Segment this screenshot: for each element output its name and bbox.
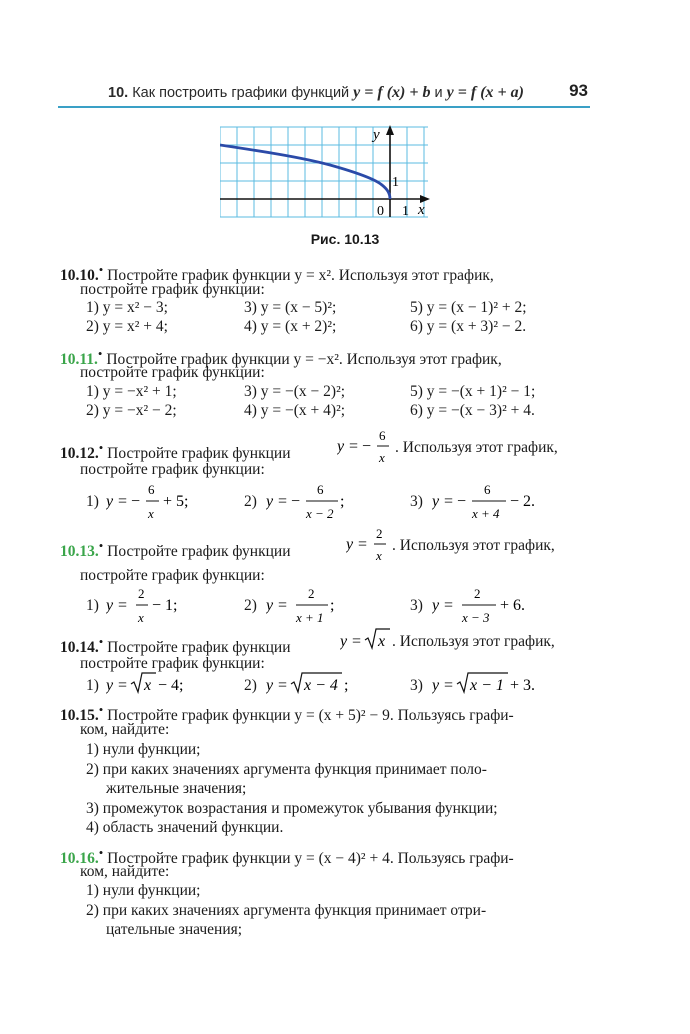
problem-10-13-line2: постройте график функции: <box>80 567 265 584</box>
star-mark: • <box>98 440 104 455</box>
svg-text:− 1;: − 1; <box>152 597 178 614</box>
svg-text:x − 3: x − 3 <box>462 610 490 625</box>
svg-text:x: x <box>378 633 386 650</box>
page-number: 93 <box>569 81 588 100</box>
grid <box>220 127 428 217</box>
svg-text:x − 2: x − 2 <box>306 506 334 521</box>
svg-text:= −: = − <box>349 438 372 455</box>
list-item: 4) y = (x + 2)²; <box>244 318 337 335</box>
svg-text:= −: = − <box>278 493 301 510</box>
running-title <box>108 84 524 102</box>
x-tick-label: 1 <box>402 204 409 219</box>
y-tick-label: 1 <box>392 175 399 190</box>
problem-number: 10.13. <box>60 543 99 561</box>
svg-text:;: ; <box>340 493 345 510</box>
list-item: 5) y = (x − 1)² + 2; <box>410 299 527 316</box>
problem-number: 10.14. <box>60 639 99 657</box>
problem-number: 10.16. <box>60 850 99 868</box>
svg-text:y: y <box>432 677 440 694</box>
svg-text:=: = <box>358 536 368 553</box>
figure-caption: Рис. 10.13 <box>310 231 380 247</box>
list-item: 5) y = −(x + 1)² − 1; <box>410 383 536 400</box>
svg-text:6: 6 <box>317 482 324 497</box>
problem-10-10-line2: постройте график функции: <box>80 281 265 298</box>
star-mark: • <box>97 346 103 361</box>
svg-text:=: = <box>278 677 288 694</box>
list-item: 1) y = −x² + 1; <box>86 383 177 400</box>
problem-10-16-line2: ком, найдите: <box>80 863 170 880</box>
svg-text:x: x <box>144 677 152 694</box>
svg-text:x + 4: x + 4 <box>472 506 500 521</box>
figure-10-13 <box>220 123 432 223</box>
formula-item-2 <box>266 582 346 628</box>
list-item: 2) при каких значениях аргумента функция принимает поло- <box>86 761 487 778</box>
svg-text:y: y <box>346 536 354 553</box>
problem-text-cont: . Используя этот график, <box>392 633 555 650</box>
svg-text:+ 6.: + 6. <box>500 597 526 614</box>
section-number: 10. <box>108 85 129 101</box>
list-item-cont: цательные значения; <box>106 921 243 938</box>
list-item: 1) <box>86 677 99 694</box>
svg-text:x: x <box>138 610 144 625</box>
svg-text:2: 2 <box>474 586 481 601</box>
list-item: 2) <box>244 677 257 694</box>
problem-text: Постройте график функции y = (x + 5)² − 9. Пользуясь графи- <box>107 707 514 725</box>
formula-item-1 <box>106 478 196 524</box>
svg-text:y: y <box>106 677 114 694</box>
svg-text:y: y <box>266 677 274 694</box>
problem-number: 10.12. <box>60 445 99 463</box>
svg-text:x + 1: x + 1 <box>296 610 324 625</box>
formula-item-2 <box>266 478 356 524</box>
problem-text: Постройте график функции y = x². Используя этот график, <box>107 267 494 285</box>
list-item: 2) y = x² + 4; <box>86 318 168 335</box>
problem-text: Постройте график функции <box>107 543 291 561</box>
svg-text:x: x <box>379 450 385 465</box>
list-item: 1) нули функции; <box>86 741 201 758</box>
svg-text:y: y <box>266 493 274 510</box>
star-mark: • <box>98 702 104 717</box>
svg-text:2: 2 <box>376 526 383 541</box>
title-formula-1: y = f (x) + b <box>353 84 431 101</box>
svg-text:y: y <box>340 633 348 650</box>
list-item: 4) y = −(x + 4)²; <box>244 402 346 419</box>
list-item: 1) <box>86 493 99 510</box>
svg-text:+ 3.: + 3. <box>510 677 536 694</box>
formula-item-1 <box>106 582 196 628</box>
svg-text:x: x <box>148 506 154 521</box>
svg-text:= −: = − <box>118 493 141 510</box>
list-item: 2) <box>244 597 257 614</box>
svg-text:=: = <box>278 597 288 614</box>
list-item: 1) нули функции; <box>86 882 201 899</box>
svg-text:y: y <box>106 493 114 510</box>
problem-10-12-line2: постройте график функции: <box>80 461 265 478</box>
list-item: 2) <box>244 493 257 510</box>
star-mark: • <box>98 634 104 649</box>
origin-label: 0 <box>377 204 384 219</box>
star-mark: • <box>98 262 104 277</box>
list-item: 3) <box>410 677 423 694</box>
svg-text:6: 6 <box>148 482 155 497</box>
svg-text:x − 1: x − 1 <box>470 677 504 694</box>
problem-number: 10.15. <box>60 707 99 725</box>
title-and: и <box>434 85 443 101</box>
formula-sqrt-x <box>340 626 394 654</box>
problem-10-11-line2: постройте график функции: <box>80 364 265 381</box>
problem-10-13-line1 <box>60 536 291 562</box>
svg-text:y: y <box>266 597 274 614</box>
svg-text:;: ; <box>344 677 349 694</box>
problem-10-14-line2: постройте график функции: <box>80 655 265 672</box>
list-item: 6) y = (x + 3)² − 2. <box>410 318 527 335</box>
problem-text: Постройте график функции y = −x². Используя этот график, <box>106 351 502 369</box>
list-item: 4) область значений функции. <box>86 819 284 836</box>
problem-text-cont: . Используя этот график, <box>395 439 558 456</box>
formula-item-2 <box>266 670 356 698</box>
svg-text:y: y <box>432 493 440 510</box>
list-item: 3) y = (x − 5)²; <box>244 299 337 316</box>
svg-text:6: 6 <box>379 428 386 443</box>
star-mark: • <box>98 845 104 860</box>
svg-text:y: y <box>432 597 440 614</box>
svg-text:=: = <box>118 677 128 694</box>
svg-text:= −: = − <box>444 493 467 510</box>
svg-text:x: x <box>376 548 382 563</box>
list-item-cont: жительные значения; <box>106 780 247 797</box>
problem-text-cont: . Используя этот график, <box>392 537 555 554</box>
svg-text:x − 4: x − 4 <box>304 677 338 694</box>
formula-item-3 <box>432 670 542 698</box>
svg-text:6: 6 <box>484 482 491 497</box>
formula-item-3 <box>432 478 552 524</box>
title-text: Как построить графики функций <box>132 85 350 101</box>
svg-text:=: = <box>118 597 128 614</box>
y-axis-label: y <box>373 127 380 143</box>
problem-number: 10.11. <box>60 351 98 369</box>
svg-text:y: y <box>106 597 114 614</box>
problem-number: 10.10. <box>60 267 99 285</box>
svg-text:2: 2 <box>308 586 315 601</box>
list-item: 2) при каких значениях аргумента функция принимает отри- <box>86 902 487 919</box>
svg-text:=: = <box>444 677 454 694</box>
title-formula-2: y = f (x + a) <box>446 84 524 101</box>
list-item: 3) <box>410 493 423 510</box>
svg-text:− 2.: − 2. <box>510 493 536 510</box>
problem-text: Постройте график функции <box>107 445 291 463</box>
list-item: 3) <box>410 597 423 614</box>
list-item: 3) y = −(x − 2)²; <box>244 383 346 400</box>
svg-text:;: ; <box>330 597 335 614</box>
svg-text:y: y <box>337 438 345 455</box>
formula-item-1 <box>106 670 196 698</box>
list-item: 1) y = x² − 3; <box>86 299 168 316</box>
page-header <box>58 78 590 108</box>
star-mark: • <box>98 538 104 553</box>
problem-10-15-line2: ком, найдите: <box>80 721 170 738</box>
svg-text:2: 2 <box>138 586 145 601</box>
svg-text:− 4;: − 4; <box>158 677 184 694</box>
problem-text: Постройте график функции y = (x − 4)² + 4. Пользуясь графи- <box>107 850 514 868</box>
list-item: 3) промежуток возрастания и промежуток убывания функции; <box>86 800 498 817</box>
formula-item-3 <box>432 582 542 628</box>
x-axis-label: x <box>418 202 425 218</box>
list-item: 2) y = −x² − 2; <box>86 402 177 419</box>
svg-text:=: = <box>352 633 362 650</box>
svg-text:+ 5;: + 5; <box>163 493 189 510</box>
formula-2-over-x <box>346 522 392 566</box>
list-item: 6) y = −(x − 3)² + 4. <box>410 402 535 419</box>
problem-text: Постройте график функции <box>107 639 291 657</box>
formula-minus-6-over-x <box>337 424 395 468</box>
list-item: 1) <box>86 597 99 614</box>
svg-text:=: = <box>444 597 454 614</box>
